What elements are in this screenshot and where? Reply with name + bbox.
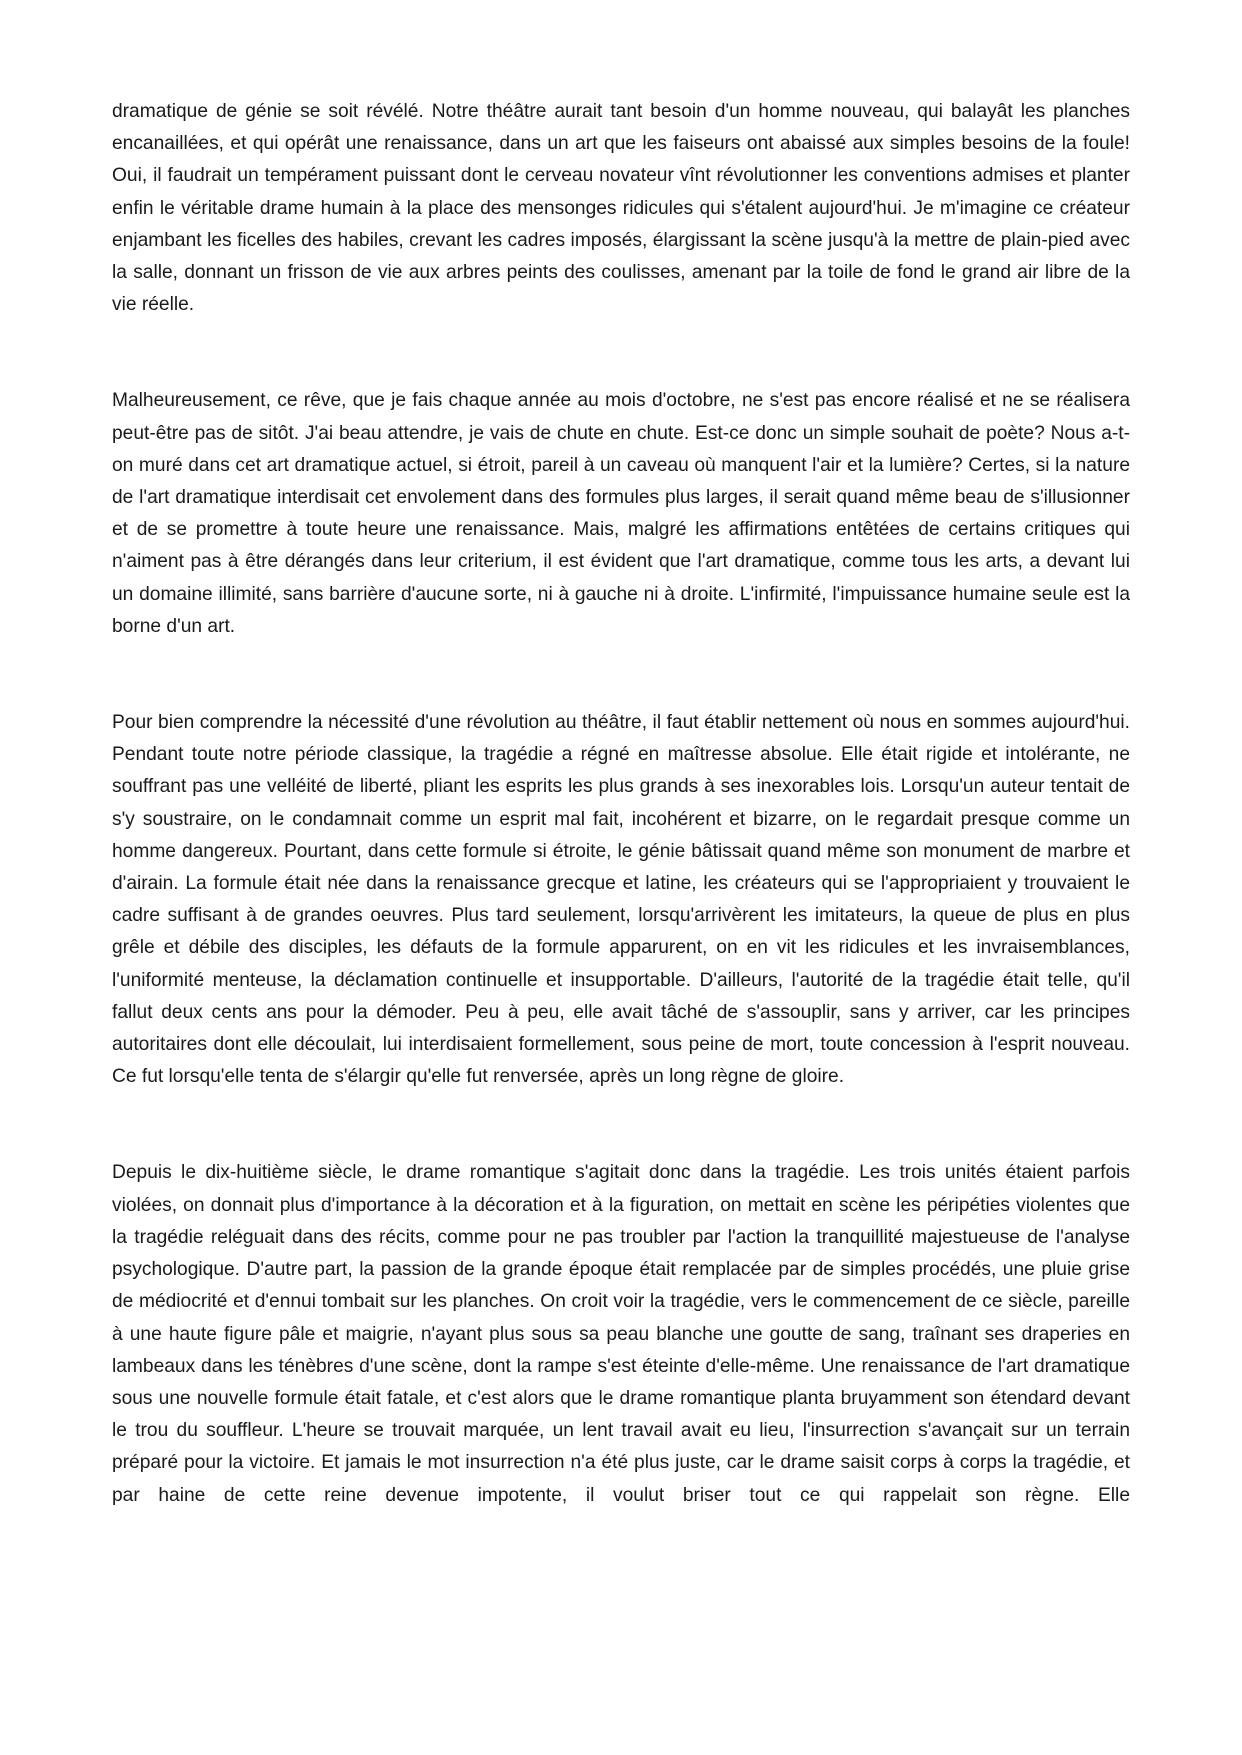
paragraph-1: dramatique de génie se soit révélé. Notre théâtre aurait tant besoin d'un homme nouveau, qui balayât les planches encanaillées, et qui opérât une renaissance, dans un art que les faiseurs ont abaissé aux simples besoins de la foule! Oui, il faudrait un tempérament puissant dont le cerveau novateur vînt révolutionner les conventions admises et planter enfin le véritable drame humain à la place des mensonges ridicules qui s'étalent aujourd'hui. Je m'imagine ce créateur enjambant les ficelles des habiles, crevant les cadres imposés, élargissant la scène jusqu'à la mettre de plain-pied avec la salle, donnant un frisson de vie aux arbres peints des coulisses, amenant par la toile de fond le grand air libre de la vie réelle. [112, 101, 1130, 316]
paragraph-2: Malheureusement, ce rêve, que je fais chaque année au mois d'octobre, ne s'est pas encore réalisé et ne se réalisera peut-être pas de sitôt. J'ai beau attendre, je vais de chute en chute. Est-ce donc un simple souhait de poète? Nous a-t-on muré dans cet art dramatique actuel, si étroit, pareil à un caveau où manquent l'air et la lumière? Certes, si la nature de l'art dramatique interdisait cet envolement dans des formules plus larges, il serait quand même beau de s'illusionner et de se promettre à toute heure une renaissance. Mais, malgré les affirmations entêtées de certains critiques qui n'aiment pas à être dérangés dans leur criterium, il est évident que l'art dramatique, comme tous les arts, a devant lui un domaine illimité, sans barrière d'aucune sorte, ni à gauche ni à droite. L'infirmité, l'impuissance humaine seule est la borne d'un art. [112, 390, 1130, 637]
body-text [112, 96, 1130, 1512]
paragraph-3: Pour bien comprendre la nécessité d'une révolution au théâtre, il faut établir nettement où nous en sommes aujourd'hui. Pendant toute notre période classique, la tragédie a régné en maîtresse absolue. Elle était rigide et intolérante, ne souffrant pas une velléité de liberté, pliant les esprits les plus grands à ses inexorables lois. Lorsqu'un auteur tentait de s'y soustraire, on le condamnait comme un esprit mal fait, incohérent et bizarre, on le regardait presque comme un homme dangereux. Pourtant, dans cette formule si étroite, le génie bâtissait quand même son monument de marbre et d'airain. La formule était née dans la renaissance grecque et latine, les créateurs qui se l'appropriaient y trouvaient le cadre suffisant à de grandes oeuvres. Plus tard seulement, lorsqu'arrivèrent les imitateurs, la queue de plus en plus grêle et débile des disciples, les défauts de la formule apparurent, on en vit les ridicules et les invraisemblances, l'uniformité menteuse, la déclamation continuelle et insupportable. D'ailleurs, l'autorité de la tragédie était telle, qu'il fallut deux cents ans pour la démoder. Peu à peu, elle avait tâché de s'assouplir, sans y arriver, car les principes autoritaires dont elle découlait, lui interdisaient formellement, sous peine de mort, toute concession à l'esprit nouveau. Ce fut lorsqu'elle tenta de s'élargir qu'elle fut renversée, après un long règne de gloire. [112, 712, 1130, 1088]
paragraph-4: Depuis le dix-huitième siècle, le drame romantique s'agitait donc dans la tragédie. Les trois unités étaient parfois violées, on donnait plus d'importance à la décoration et à la figuration, on mettait en scène les péripéties violentes que la tragédie reléguait dans des récits, comme pour ne pas troubler par l'action la tranquillité majestueuse de l'analyse psychologique. D'autre part, la passion de la grande époque était remplacée par de simples procédés, une pluie grise de médiocrité et d'ennui tombait sur les planches. On croit voir la tragédie, vers le commencement de ce siècle, pareille à une haute figure pâle et maigrie, n'ayant plus sous sa peau blanche une goutte de sang, traînant ses draperies en lambeaux dans les ténèbres d'une scène, dont la rampe s'est éteinte d'elle-même. Une renaissance de l'art dramatique sous une nouvelle formule était fatale, et c'est alors que le drame romantique planta bruyamment son étendard devant le trou du souffleur. L'heure se trouvait marquée, un lent travail avait eu lieu, l'insurrection s'avançait sur un terrain préparé pour la victoire. Et jamais le mot insurrection n'a été plus juste, car le drame saisit corps à corps la tragédie, et par haine de cette reine devenue impotente, il voulut briser tout ce qui rappelait son règne. Elle [112, 1162, 1130, 1506]
